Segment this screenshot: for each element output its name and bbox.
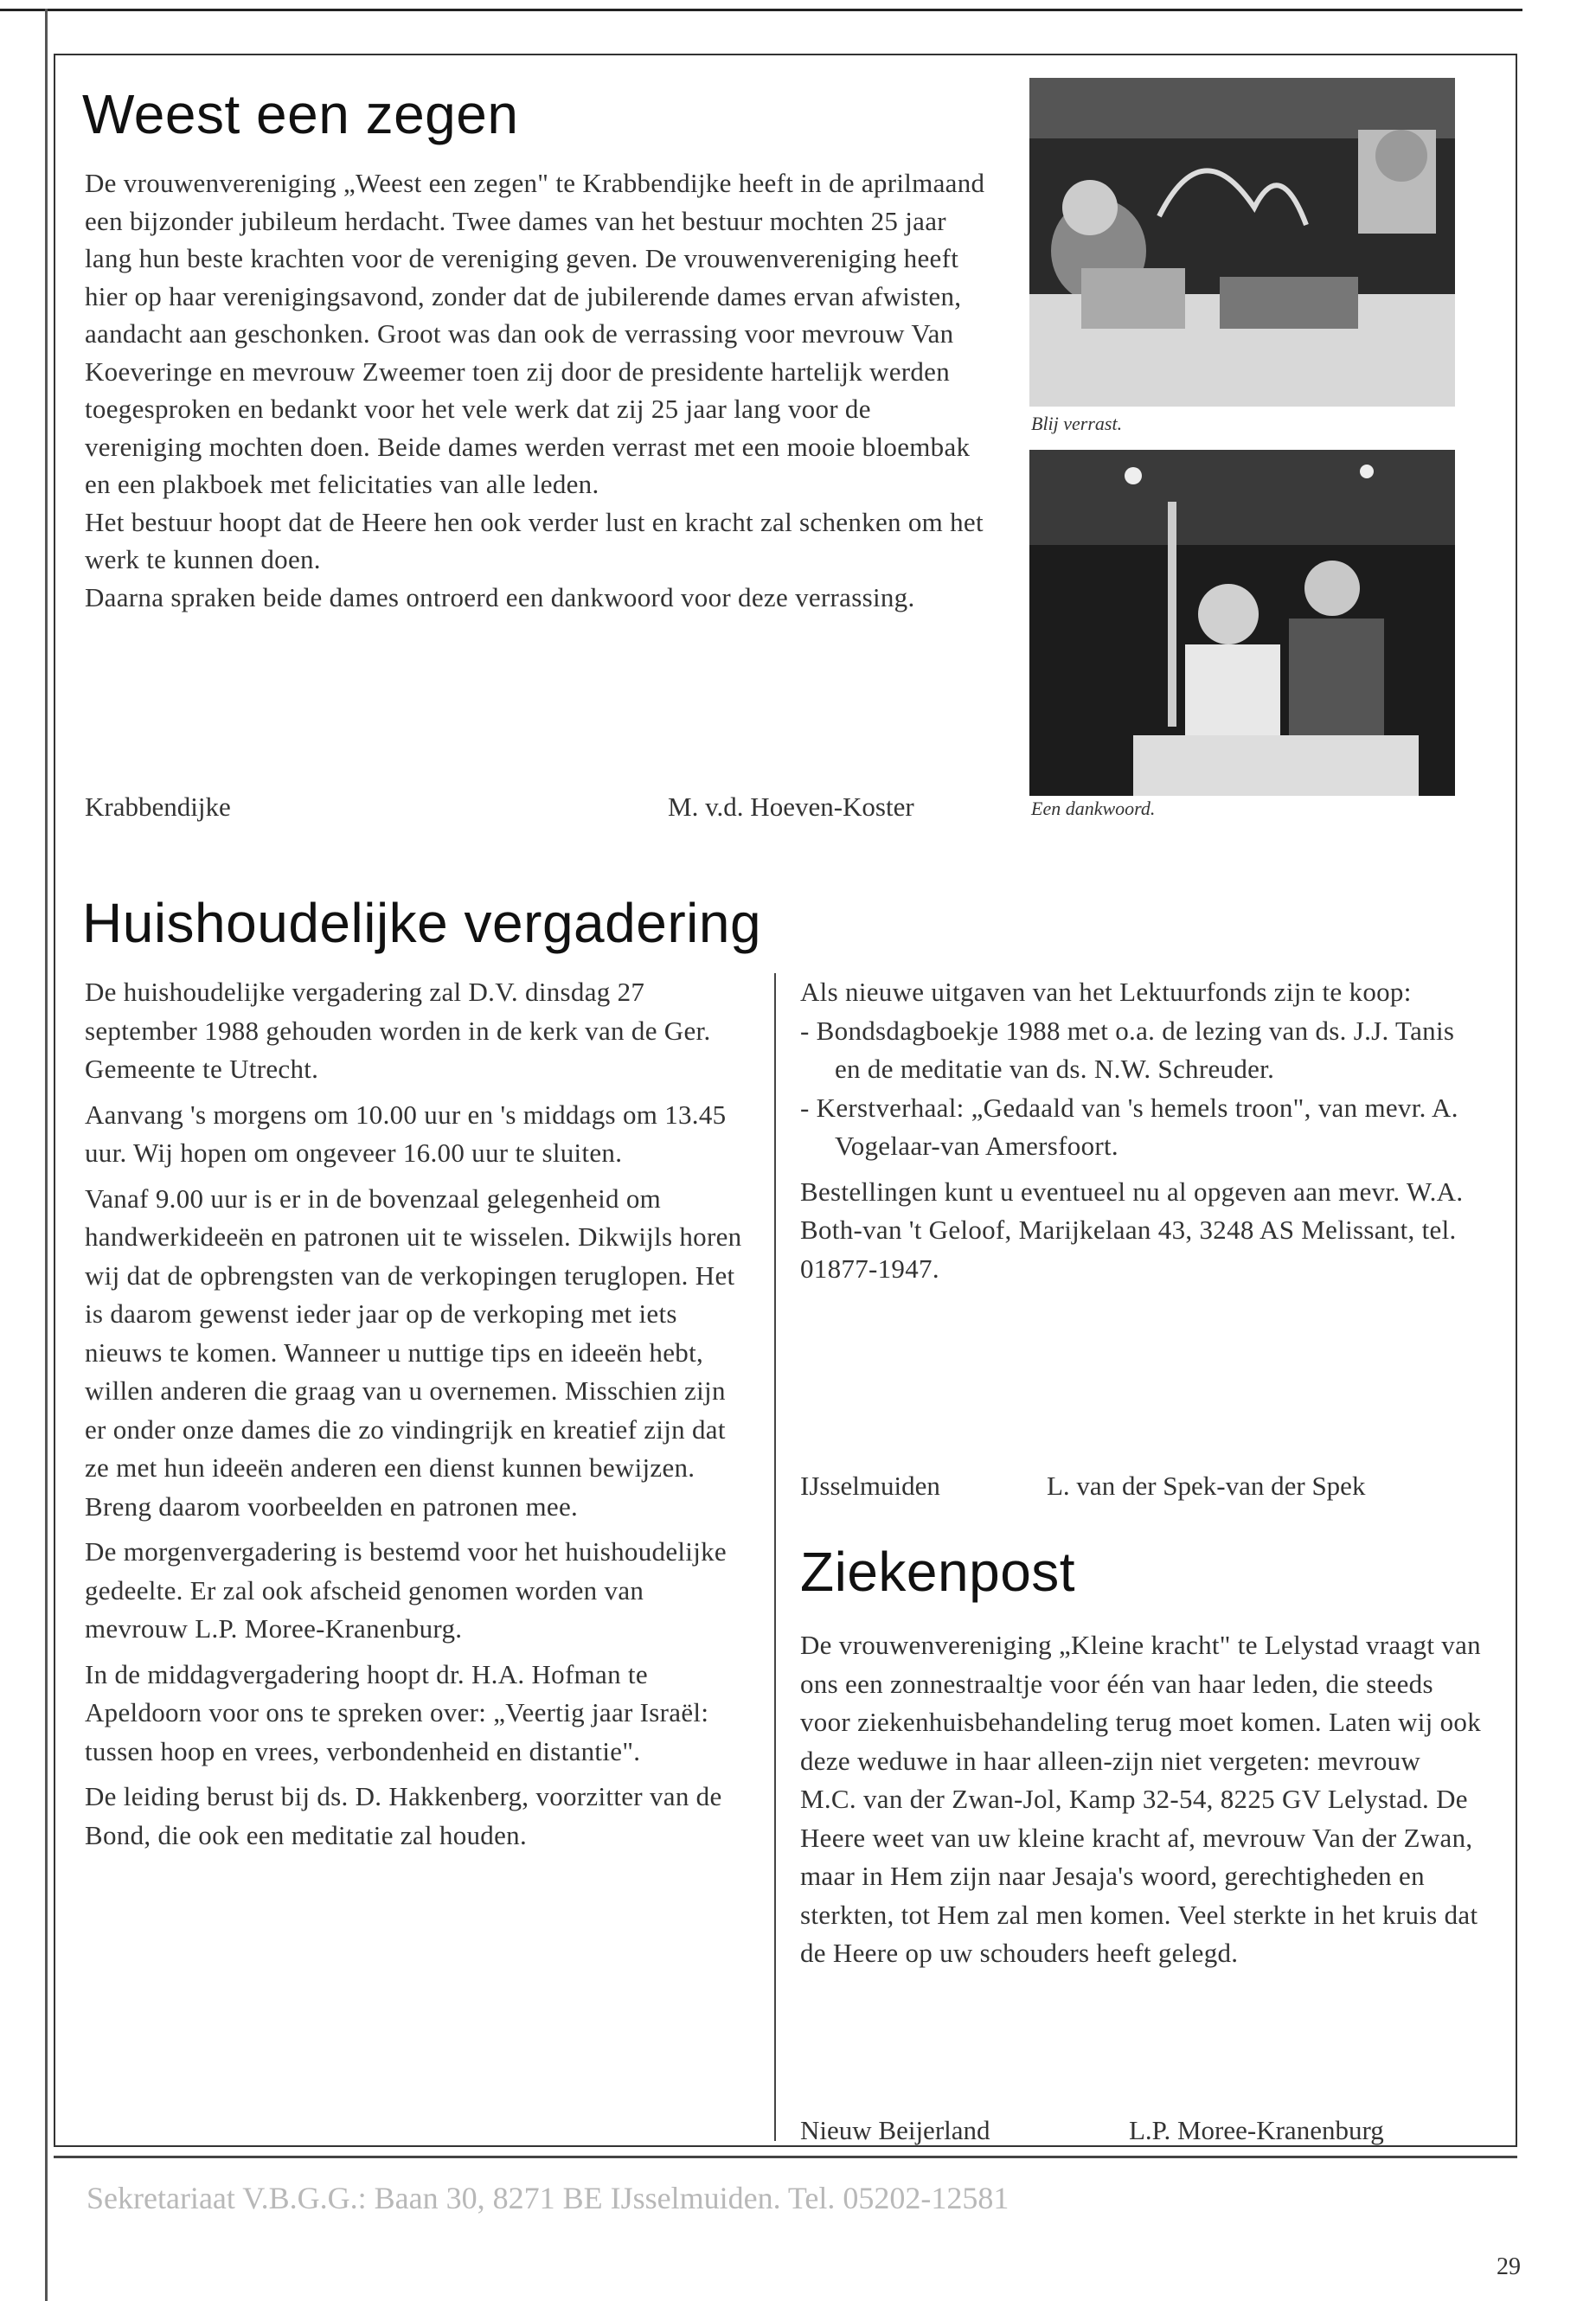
place-ijsselmuiden: IJsselmuiden [800,1471,940,1501]
article-body-vergadering-right [800,973,1484,1295]
author-moree-kranenburg: L.P. Moree-Kranenburg [1129,2115,1384,2145]
column-divider [774,973,776,2141]
paragraph: Vanaf 9.00 uur is er in de bovenzaal gelegenheid om handwerkideeën en patronen uit te wisselen. Dikwijls horen wij dat de opbrengsten van de verkopingen teruglopen. Het is daarom gewenst ieder jaar op de verkoping met iets nieuws te komen. Wanneer u nuttige tips en ideeën hebt, willen anderen die graag van u overnemen. Misschien zijn er onder onze dames die zo vindingrijk en kreatief zijn dat ze met hun ideeën anderen een dienst kunnen bewijzen. Breng daarom voorbeelden en patronen mee. [85,1183,742,1522]
page-number: 29 [1497,2253,1521,2280]
paragraph: Daarna spraken beide dames ontroerd een dankwoord voor deze verrassing. [85,581,915,612]
photo-caption-blij-verrast: Blij verrast. [1031,413,1123,434]
paragraph: De huishoudelijke vergadering zal D.V. dinsdag 27 september 1988 gehouden worden in de kerk van de Ger. Gemeente te Utrecht. [85,977,711,1084]
article-body-ziekenpost [800,1626,1484,1980]
paragraph: Het bestuur hoopt dat de Heere hen ook verder lust en kracht zal schenken om het werk te kunnen doen. [85,506,984,574]
author-hoeven-koster: M. v.d. Hoeven-Koster [668,792,914,822]
paragraph: De morgenvergadering is bestemd voor het huishoudelijke gedeelte. Er zal ook afscheid genomen worden van mevrouw L.P. Moree-Kranenburg. [85,1536,727,1644]
paragraph: Aanvang 's morgens om 10.00 uur en 's middags om 13.45 uur. Wij hopen om ongeveer 16.00 uur te sluiten. [85,1099,727,1168]
article-title-huishoudelijke-vergadering: Huishoudelijke vergadering [82,892,762,954]
article-body-weest-een-zegen [85,164,993,616]
place-nieuw-beijerland: Nieuw Beijerland [800,2115,990,2145]
article-title-weest-een-zegen: Weest een zegen [82,83,519,145]
author-van-der-spek: L. van der Spek-van der Spek [1047,1471,1366,1501]
article-title-ziekenpost: Ziekenpost [800,1541,1076,1603]
photo-caption-een-dankwoord: Een dankwoord. [1031,798,1156,819]
paragraph: Bestellingen kunt u eventueel nu al opgeven aan mevr. W.A. Both-van 't Geloof, Marijkelaan 43, 3248 AS Melissant, tel. 01877-1947. [800,1176,1464,1284]
top-rule [0,9,1522,11]
photo-blij-verrast [1029,78,1455,407]
secretariat-footer: Sekretariaat V.B.G.G.: Baan 30, 8271 BE IJsselmuiden. Tel. 05202-12581 [87,2181,1010,2215]
left-binding-edge [45,9,48,2301]
paragraph: De leiding berust bij ds. D. Hakkenberg, voorzitter van de Bond, die ook een meditatie zal houden. [85,1781,722,1850]
list-item: - Kerstverhaal: „Gedaald van 's hemels troon", van mevr. A. Vogelaar-van Amersfoort. [800,1092,1458,1161]
paragraph: In de middagvergadering hoopt dr. H.A. Hofman te Apeldoorn voor ons te spreken over: „Veertig jaar Israël: tussen hoop en vrees, verbondenheid en distantie". [85,1658,709,1766]
list-item: - Bondsdagboekje 1988 met o.a. de lezing van ds. J.J. Tanis en de meditatie van ds. N.W. Schreuder. [800,1015,1455,1084]
place-krabbendijke: Krabbendijke [85,792,231,822]
paragraph: De vrouwenvereniging „Weest een zegen" te Krabbendijke heeft in de aprilmaand een bijzonder jubileum herdacht. Twee dames van het bestuur mochten 25 jaar lang hun beste krachten voor de vereniging geven. De vrouwenvereniging heeft hier op haar verenigingsavond, zonder dat de jubilerende dames ervan afwisten, aandacht aan geschonken. Groot was dan ook de verrassing voor mevrouw Van Koeveringe en mevrouw Zweemer toen zij door de presidente hartelijk werden toegesproken en bedankt voor het vele werk dat zij 25 jaar lang voor de vereniging mochten doen. Beide dames werden verrast met een mooie bloembak en een plakboek met felicitaties van alle leden. [85,168,985,499]
photo-een-dankwoord [1029,450,1455,796]
paragraph: Als nieuwe uitgaven van het Lektuurfonds zijn te koop: [800,977,1412,1007]
paragraph: De vrouwenvereniging „Kleine kracht" te Lelystad vraagt van ons een zonnestraaltje voor één van haar leden, die steeds voor ziekenhuisbehandeling terug moet komen. Laten wij ook deze weduwe in haar alleen-zijn niet vergeten: mevrouw M.C. van der Zwan-Jol, Kamp 32-54, 8225 GV Lelystad. De Heere weet van uw kleine kracht af, mevrouw Van der Zwan, maar in Hem zijn naar Jesaja's woord, gerechtigheden en sterkten, tot Hem zal men komen. Veel sterkte in het kruis dat de Heere op uw schouders heeft gelegd. [800,1630,1482,1968]
frame-bottom-rule [54,2156,1517,2158]
article-body-vergadering-left [85,973,751,1862]
